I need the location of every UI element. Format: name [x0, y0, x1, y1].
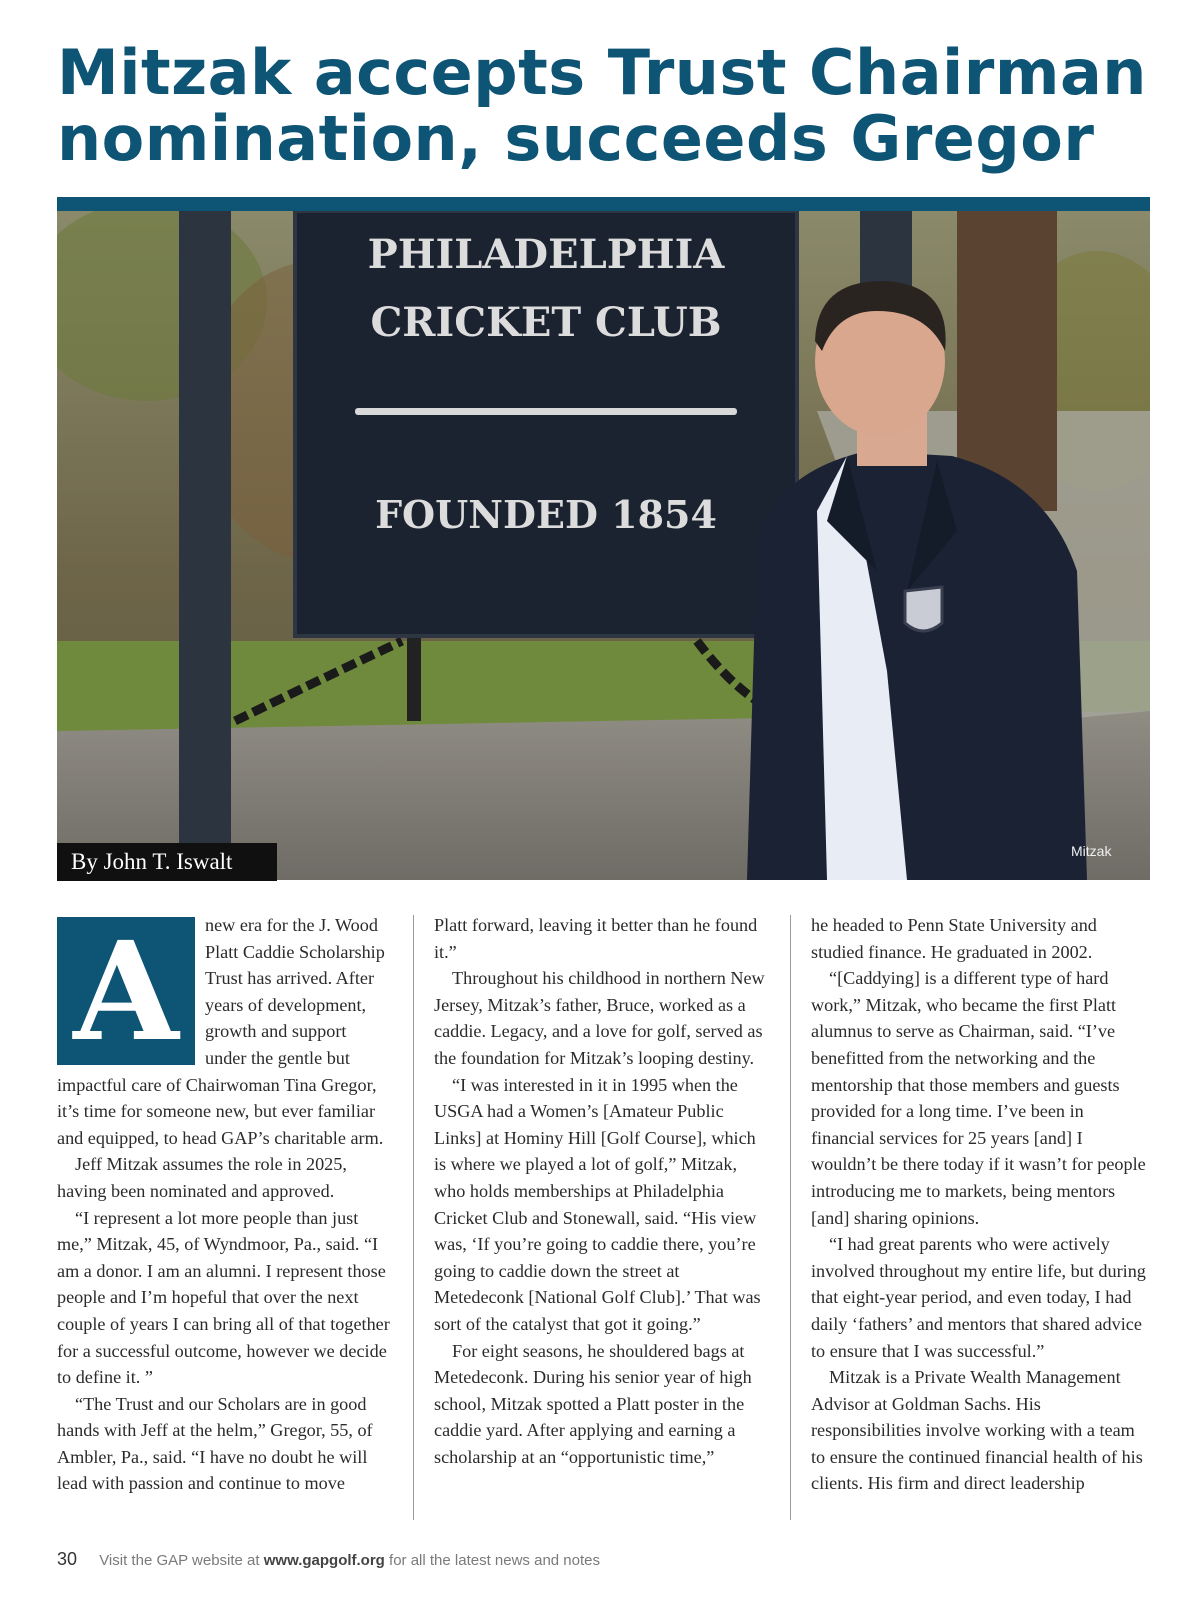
feature-photo — [57, 211, 1150, 880]
feature-photo-illustration — [57, 211, 1150, 880]
article-column-3 — [811, 912, 1146, 1497]
column-divider — [790, 915, 791, 1520]
paragraph: “The Trust and our Scholars are in good hands with Jeff at the helm,” Gregor, 55, of Ambler, Pa., said. “I have no doubt he will lead with passion and continue to move — [57, 1393, 373, 1494]
sign-line-2: CRICKET CLUB — [370, 299, 722, 346]
paragraph: he headed to Penn State University and studied finance. He graduated in 2002. — [811, 915, 1097, 962]
footer-text-after: for all the latest news and notes — [389, 1552, 600, 1569]
sign-line-3: FOUNDED 1854 — [375, 492, 717, 537]
byline: By John T. Iswalt — [57, 843, 277, 881]
paragraph: Mitzak is a Private Wealth Management Advisor at Goldman Sachs. His responsibilities involve working with a team to ensure the continued financial health of his clients. His firm and direct leadership — [811, 1367, 1143, 1494]
headline-line-1: Mitzak accepts Trust Chairman — [57, 36, 1147, 109]
footer-website-link[interactable]: www.gapgolf.org — [263, 1552, 385, 1569]
paragraph: new era for the J. Wood Platt Caddie Scholarship Trust has arrived. After years of development, growth and support under the gentle but impactful care of Chairwoman Tina Gregor, it’s time for someone new, but ever familiar and equipped, to head GAP’s charitable arm. — [57, 915, 385, 1148]
photo-top-rule — [57, 197, 1150, 211]
paragraph: Throughout his childhood in northern New Jersey, Mitzak’s father, Bruce, worked as a caddie. Legacy, and a love for golf, served as the foundation for Mitzak’s looping destiny. — [434, 968, 765, 1068]
sign-line-1: PHILADELPHIA — [367, 231, 725, 278]
paragraph: “I represent a lot more people than just me,” Mitzak, 45, of Wyndmoor, Pa., said. “I am a donor. I am an alumni. I represent those people and I’m hopeful that over the next couple of years I can bring all of that together for a successful outcome, however we decide to define it. ” — [57, 1207, 390, 1388]
paragraph: “[Caddying] is a different type of hard work,” Mitzak, who became the first Platt alumnus to serve as Chairman, said. “I’ve benefitted from the networking and the mentorship that those members and guests provided for a long time. I’ve been in financial services for 25 years [and] I wouldn’t be there today if it wasn’t for people introducing me to markets, being mentors [and] sharing opinions. — [811, 968, 1146, 1228]
paragraph: “I had great parents who were actively involved throughout my entire life, but during that eight-year period, and even today, I had daily ‘fathers’ and mentors that shared advice to ensure that I was successful.” — [811, 1234, 1146, 1361]
page-footer — [57, 1549, 600, 1570]
headline — [57, 36, 1157, 175]
article-column-1 — [57, 912, 392, 1497]
page-number: 30 — [57, 1549, 78, 1569]
sign-divider — [355, 408, 737, 415]
drop-cap: A — [57, 917, 195, 1065]
footer-text-before: Visit the GAP website at — [99, 1552, 260, 1569]
paragraph: Platt forward, leaving it better than he found it.” — [434, 915, 758, 962]
crest-icon — [905, 587, 942, 631]
paragraph: “I was interested in it in 1995 when the USGA had a Women’s [Amateur Public Links] at Hominy Hill [Golf Course], which is where we played a lot of golf,” Mitzak, who holds memberships at Philadelphia Cricket Club and Stonewall, said. “His view was, ‘If you’re going to caddie there, you’re going to caddie down the street at Metedeconk [National Golf Club].’ That was sort of the catalyst that got it going.” — [434, 1074, 761, 1334]
article-column-2 — [434, 912, 769, 1470]
paragraph: For eight seasons, he shouldered bags at Metedeconk. During his senior year of high school, Mitzak spotted a Platt poster in the caddie yard. After applying and earning a scholarship at an “opportunistic time,” — [434, 1340, 752, 1467]
headline-line-2: nomination, succeeds Gregor — [57, 102, 1095, 175]
photo-credit: Mitzak — [1071, 843, 1112, 859]
column-divider — [413, 915, 414, 1520]
paragraph: Jeff Mitzak assumes the role in 2025, having been nominated and approved. — [57, 1154, 347, 1201]
